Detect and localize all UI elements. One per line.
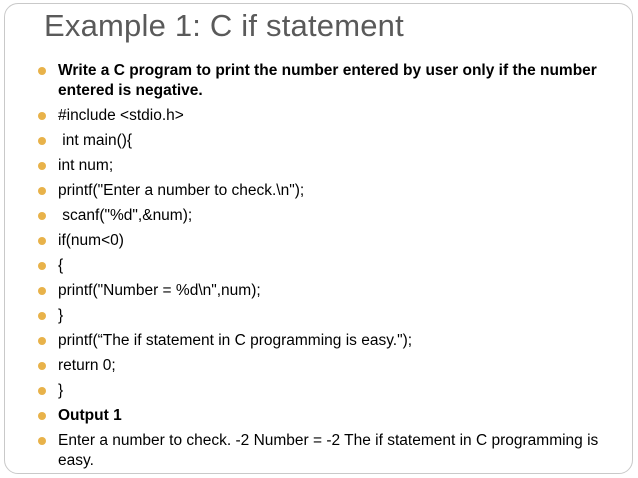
bullet-dot-icon	[38, 262, 46, 270]
bullet-text: Output 1	[58, 407, 122, 424]
bullet-dot-icon	[38, 137, 46, 145]
bullet-text: int num;	[58, 157, 114, 174]
bullet-item-code	[38, 356, 618, 376]
bullet-dot-icon	[38, 67, 46, 75]
bullet-dot-icon	[38, 312, 46, 320]
bullet-text: }	[58, 307, 64, 324]
bullet-item-code	[38, 231, 618, 251]
bullet-text: }	[58, 382, 64, 399]
bullet-text: if(num<0)	[58, 232, 124, 249]
bullet-item-code	[38, 156, 618, 176]
bullet-item-code	[38, 281, 618, 301]
bullet-dot-icon	[38, 337, 46, 345]
bullet-list	[38, 61, 618, 476]
bullet-dot-icon	[38, 287, 46, 295]
bullet-item-code	[38, 181, 618, 201]
bullet-item-prompt	[38, 61, 618, 101]
bullet-text: Enter a number to check. -2 Number = -2 The if statement in C programming is easy.	[58, 432, 599, 469]
bullet-text: printf("Number = %d\n",num);	[58, 282, 261, 299]
bullet-text: Write a C program to print the number entered by user only if the number entered is negative.	[58, 62, 597, 99]
bullet-item-code	[38, 106, 618, 126]
bullet-item-code	[38, 131, 618, 151]
bullet-item-code	[38, 256, 618, 276]
slide-title: Example 1: C if statement	[44, 8, 404, 43]
bullet-dot-icon	[38, 112, 46, 120]
bullet-dot-icon	[38, 437, 46, 445]
bullet-item-code	[38, 306, 618, 326]
bullet-text: return 0;	[58, 357, 116, 374]
bullet-text: printf("Enter a number to check.\n");	[58, 182, 305, 199]
bullet-dot-icon	[38, 362, 46, 370]
bullet-text: #include <stdio.h>	[58, 107, 184, 124]
bullet-text: printf(“The if statement in C programming is easy.");	[58, 332, 413, 349]
bullet-dot-icon	[38, 387, 46, 395]
bullet-item-output-heading	[38, 406, 618, 426]
bullet-item-code	[38, 331, 618, 351]
bullet-text: {	[58, 257, 64, 274]
bullet-text: int main(){	[58, 132, 133, 149]
bullet-item-code	[38, 381, 618, 401]
bullet-dot-icon	[38, 212, 46, 220]
bullet-item-code	[38, 206, 618, 226]
bullet-dot-icon	[38, 187, 46, 195]
bullet-dot-icon	[38, 237, 46, 245]
bullet-item-output	[38, 431, 618, 471]
bullet-dot-icon	[38, 412, 46, 420]
bullet-dot-icon	[38, 162, 46, 170]
bullet-text: scanf("%d",&num);	[58, 207, 193, 224]
